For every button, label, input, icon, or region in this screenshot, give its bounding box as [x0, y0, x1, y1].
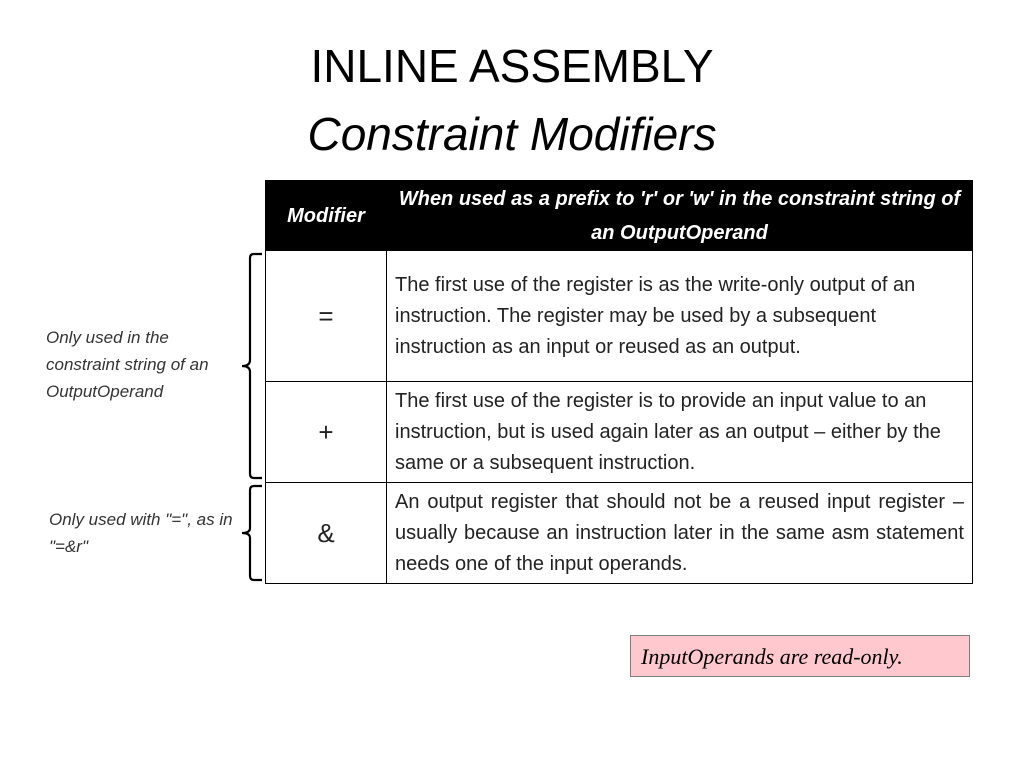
table-row [266, 483, 973, 584]
description-cell: The first use of the register is as the write-only output of an instruction. The register may be used by a subsequent instruction as an input or reused as an output. [387, 251, 973, 382]
table-header-row [266, 181, 973, 251]
header-modifier: Modifier [266, 181, 387, 251]
modifier-cell: + [266, 382, 387, 483]
modifier-cell: & [266, 483, 387, 584]
note-output-only: Only used in the constraint string of an OutputOperand [46, 328, 209, 401]
description-cell: The first use of the register is to provide an input value to an instruction, but is used again later as an output – either by the same or a subsequent instruction. [387, 382, 973, 483]
modifier-cell: = [266, 251, 387, 382]
description-cell: An output register that should not be a reused input register – usually because an instruction later in the same asm statement needs one of the input operands. [387, 483, 973, 584]
left-brace-outputoperand [236, 252, 266, 480]
slide-title: INLINE ASSEMBLY [310, 40, 714, 92]
table-row [266, 382, 973, 483]
input-operands-callout: InputOperands are read-only. [630, 635, 970, 677]
constraint-modifiers-table [265, 180, 973, 584]
slide-subtitle: Constraint Modifiers [307, 108, 717, 160]
header-description: When used as a prefix to 'r' or 'w' in the constraint string of an OutputOperand [387, 181, 973, 251]
table-row [266, 251, 973, 382]
left-brace-ampersand [236, 484, 266, 582]
note-with-equals: Only used with "=", as in "=&r" [49, 510, 233, 556]
